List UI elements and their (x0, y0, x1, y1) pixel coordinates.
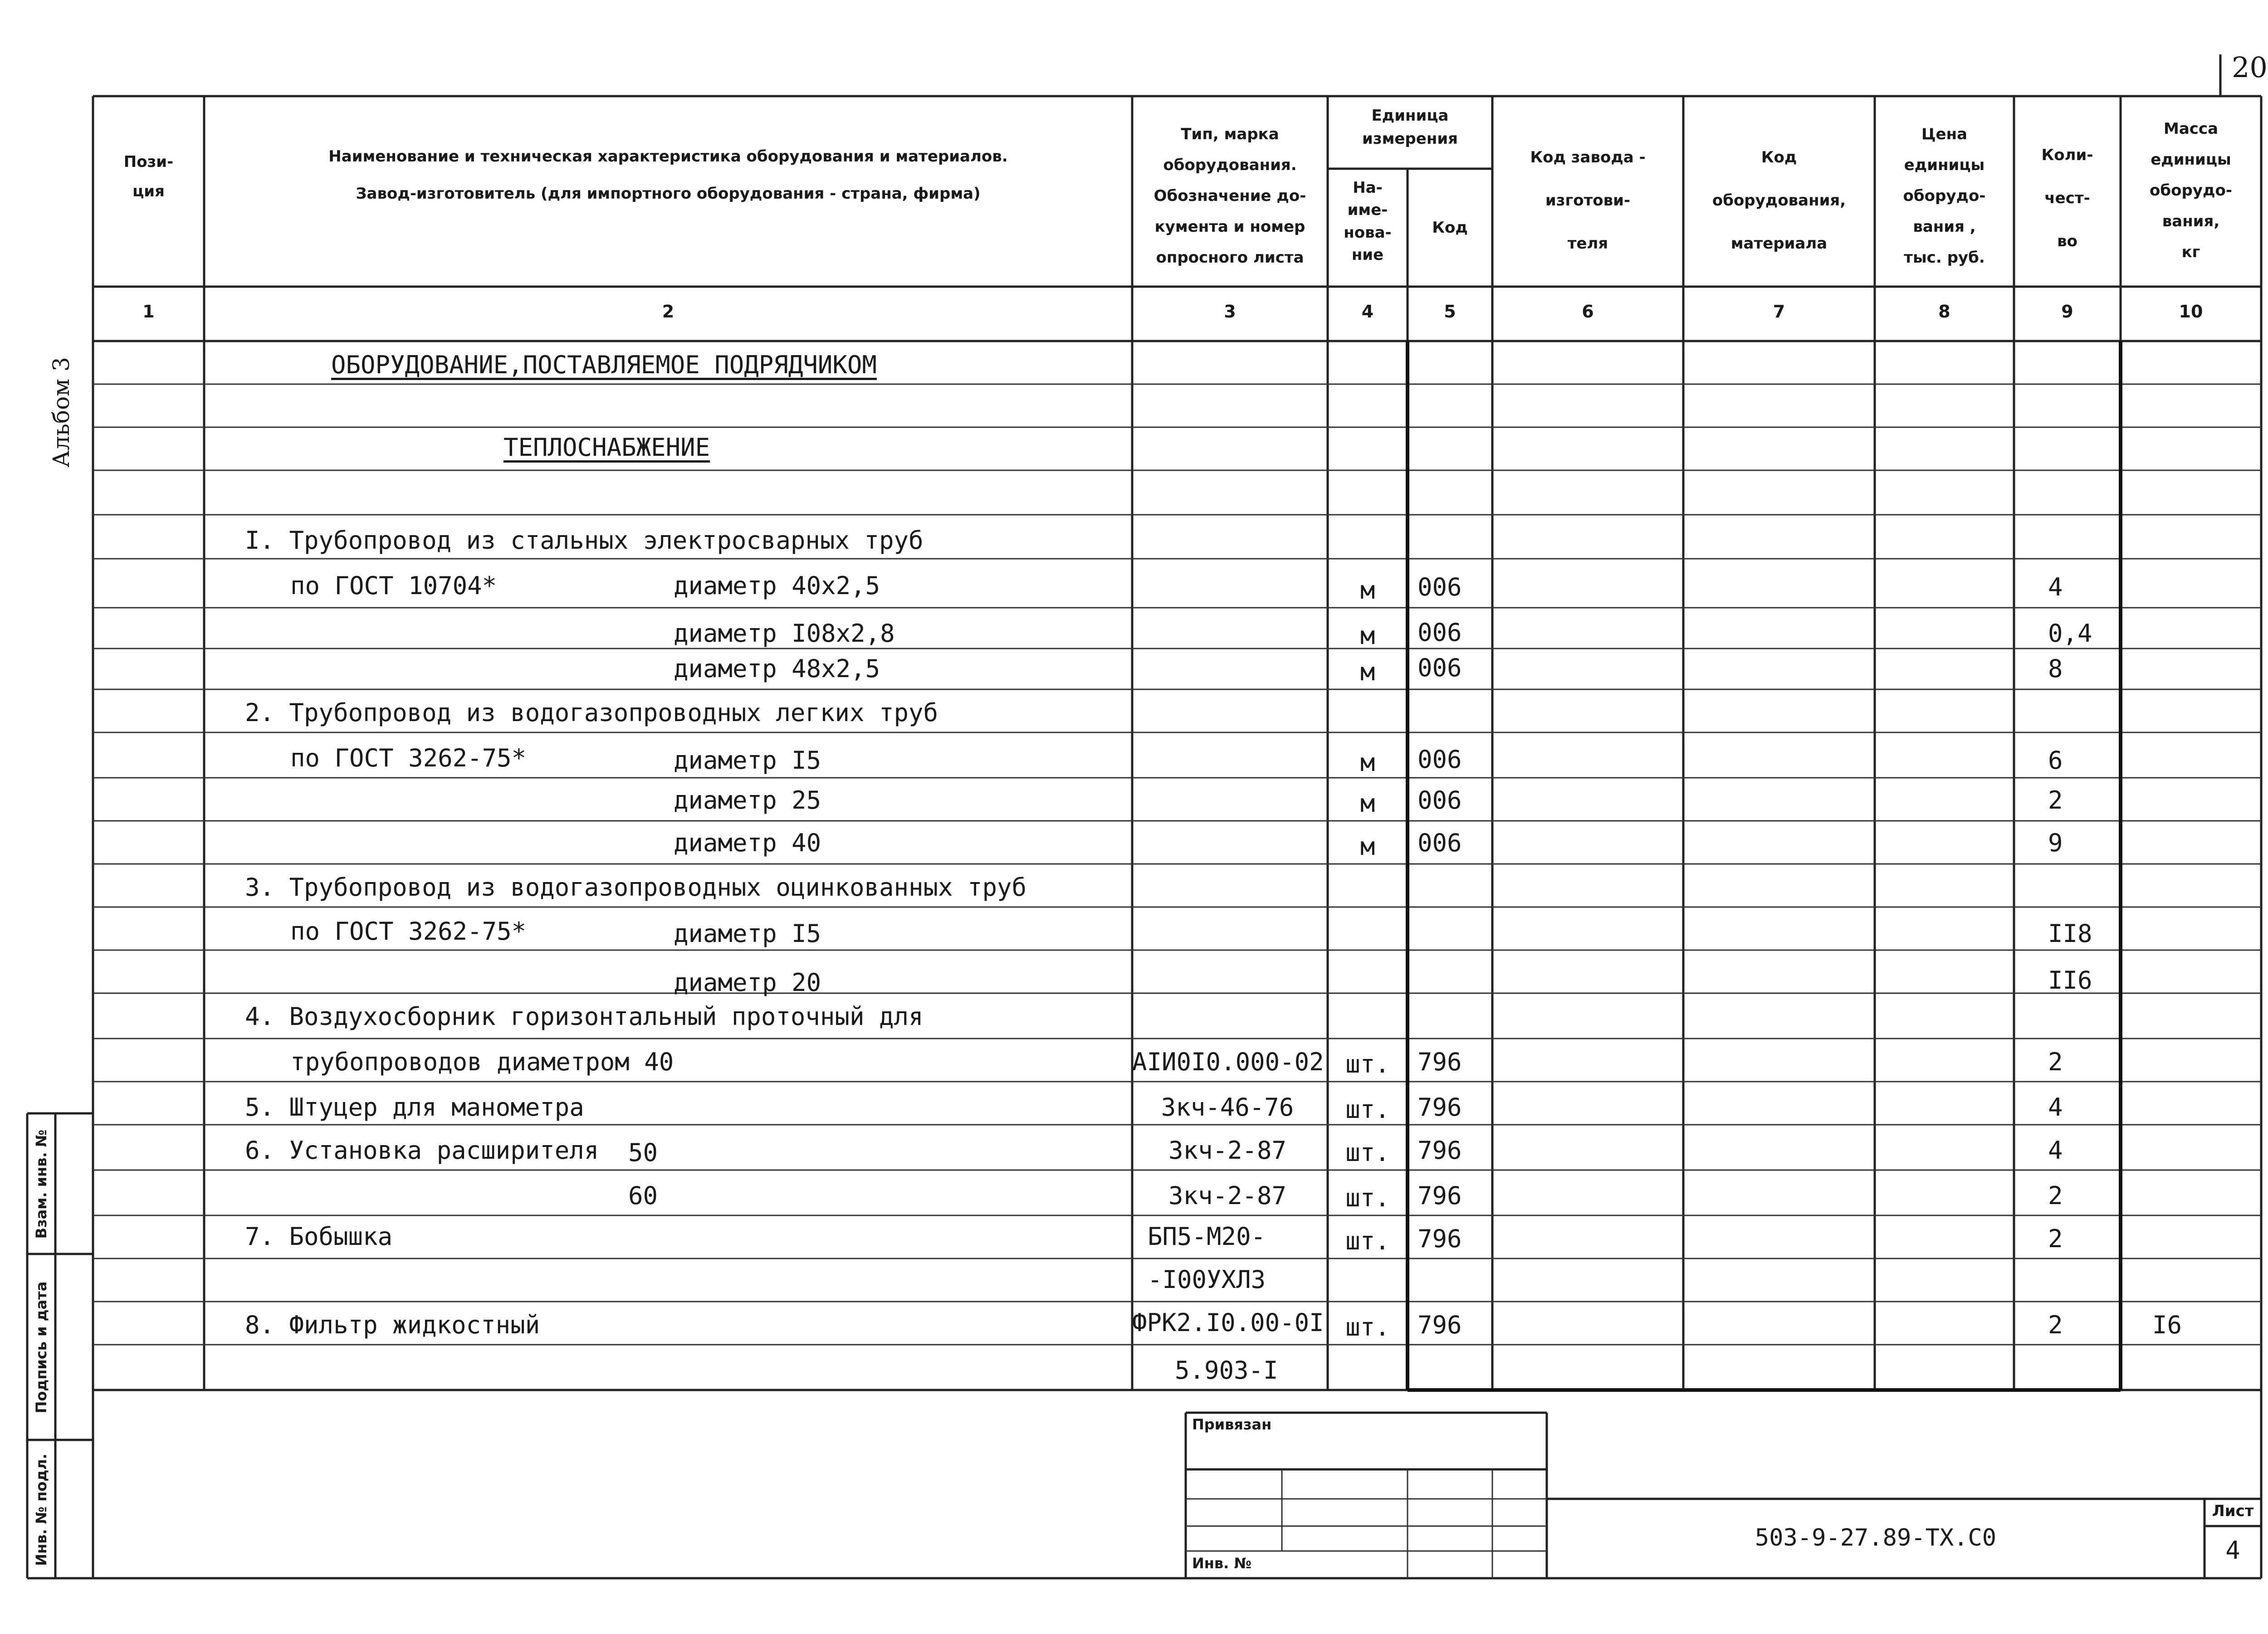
column-number: 5 (1444, 302, 1456, 322)
original-inventory-label: Инв. № подл. (33, 1454, 50, 1566)
item-quantity: 2 (2048, 1311, 2063, 1339)
sheet-corner-number: 20 (2232, 51, 2268, 84)
inventory-number-label: Инв. № (1192, 1555, 1251, 1572)
item-quantity: 6 (2048, 746, 2063, 775)
item-type: 3кч-2-87 (1168, 1181, 1287, 1210)
header-mass: Масса единицы оборудо- вания, кг (2150, 120, 2232, 261)
item-mass: I6 (2152, 1311, 2182, 1339)
column-number: 1 (142, 302, 155, 322)
item-quantity: 2 (2048, 1181, 2063, 1210)
item-type: ФРК2.I0.00-0I (1132, 1308, 1324, 1337)
item-unit: шт. (1345, 1138, 1390, 1167)
album-label: Альбом 3 (48, 357, 74, 468)
header-unit-name: На- име- нова- ние (1344, 179, 1392, 264)
item-spec: диаметр I5 (674, 919, 821, 948)
item-unit-code: 796 (1418, 1224, 1462, 1253)
item-unit: м (1360, 658, 1375, 686)
item-type: 5.903-I (1175, 1356, 1278, 1385)
item-unit-code: 006 (1418, 745, 1462, 774)
item-name: по ГОСТ 3262-75* (290, 744, 527, 772)
item-spec: 60 (628, 1181, 658, 1210)
column-number: 10 (2179, 302, 2203, 322)
item-type: -I00УХЛ3 (1148, 1265, 1266, 1294)
item-unit: м (1360, 576, 1375, 605)
item-unit-code: 006 (1418, 829, 1462, 857)
column-number: 7 (1773, 302, 1785, 322)
item-quantity: 2 (2048, 1048, 2063, 1076)
header-unit-group: Единица измерения (1362, 107, 1458, 148)
sheet-number: 4 (2225, 1536, 2240, 1565)
item-quantity: 4 (2048, 1136, 2063, 1165)
item-name: 8. Фильтр жидкостный (245, 1311, 540, 1339)
item-unit-code: 796 (1418, 1136, 1462, 1165)
signature-date-label: Подпись и дата (33, 1281, 50, 1414)
item-quantity: II6 (2048, 966, 2092, 995)
item-name: 2. Трубопровод из водогазопроводных легких труб (245, 698, 938, 727)
item-spec: диаметр I08х2,8 (674, 619, 895, 648)
item-quantity: 0,4 (2048, 619, 2092, 648)
column-number: 3 (1224, 302, 1236, 322)
item-name: I. Трубопровод из стальных электросварных труб (245, 526, 924, 555)
item-unit-code: 006 (1418, 786, 1462, 815)
header-unit-code: Код (1432, 219, 1468, 237)
header-quantity: Коли- чест- во (2041, 146, 2093, 251)
column-number: 8 (1938, 302, 1950, 322)
item-unit: шт. (1345, 1095, 1390, 1124)
item-spec: диаметр 48х2,5 (674, 654, 880, 683)
item-quantity: II8 (2048, 919, 2092, 948)
section-title: ОБОРУДОВАНИЕ,ПОСТАВЛЯЕМОЕ ПОДРЯДЧИКОМ (331, 351, 877, 379)
sheet-label: Лист (2212, 1502, 2254, 1520)
item-spec: 50 (628, 1138, 658, 1167)
item-quantity: 2 (2048, 1224, 2063, 1253)
item-unit-code: 796 (1418, 1093, 1462, 1122)
header-position: Пози- ция (123, 153, 174, 200)
header-price: Цена единицы оборудо- вания , тыс. руб. (1903, 125, 1986, 267)
item-name: трубопроводов диаметром 40 (290, 1048, 674, 1076)
item-unit: м (1360, 748, 1375, 777)
header-name: Наименование и техническая характеристика оборудования и материалов. Завод-изготовитель (для импортного оборудования - страна, фирма) (328, 147, 1008, 203)
item-quantity: 8 (2048, 654, 2063, 683)
column-number: 6 (1582, 302, 1594, 322)
item-type: 3кч-2-87 (1168, 1136, 1287, 1165)
item-unit-code: 796 (1418, 1311, 1462, 1339)
item-quantity: 4 (2048, 1093, 2063, 1122)
item-unit: шт. (1345, 1184, 1390, 1212)
item-unit: шт. (1345, 1050, 1390, 1078)
document-code: 503-9-27.89-ТХ.С0 (1755, 1524, 1997, 1551)
item-type: БП5-М20- (1148, 1222, 1266, 1251)
item-spec: диаметр I5 (674, 746, 821, 775)
item-unit-code: 006 (1418, 654, 1462, 682)
item-unit-code: 796 (1418, 1048, 1462, 1076)
item-quantity: 9 (2048, 829, 2063, 857)
item-quantity: 4 (2048, 573, 2063, 601)
item-quantity: 2 (2048, 786, 2063, 815)
item-name: 6. Установка расширителя (245, 1136, 599, 1165)
item-unit-code: 006 (1418, 573, 1462, 601)
item-unit: м (1360, 832, 1375, 861)
item-spec: диаметр 20 (674, 968, 821, 997)
column-number: 9 (2061, 302, 2073, 322)
header-factory-code: Код завода - изготови- теля (1530, 148, 1646, 253)
replacement-inventory-label: Взам. инв. № (33, 1129, 50, 1239)
item-unit: м (1360, 621, 1375, 650)
item-name: 7. Бобышка (245, 1222, 393, 1251)
item-unit-code: 796 (1418, 1181, 1462, 1210)
item-spec: диаметр 25 (674, 786, 821, 815)
tied-label: Привязан (1192, 1416, 1272, 1433)
item-type: 3кч-46-76 (1161, 1093, 1294, 1122)
column-number: 2 (662, 302, 675, 322)
item-spec: диаметр 40х2,5 (674, 571, 880, 600)
item-name: по ГОСТ 3262-75* (290, 917, 527, 946)
item-name: 3. Трубопровод из водогазопроводных оцинкованных труб (245, 873, 1027, 902)
header-type: Тип, марка оборудования. Обозначение до- кумента и номер опросного листа (1154, 125, 1306, 267)
item-spec: диаметр 40 (674, 829, 821, 857)
item-type: AIИ0I0.000-02 (1132, 1048, 1324, 1076)
item-unit: шт. (1345, 1313, 1390, 1341)
header-equipment-code: Код оборудования, материала (1712, 148, 1846, 253)
subsection-title: ТЕПЛОСНАБЖЕНИЕ (503, 433, 710, 462)
column-number: 4 (1361, 302, 1374, 322)
item-unit-code: 006 (1418, 618, 1462, 647)
item-name: 5. Штуцер для манометра (245, 1093, 584, 1122)
item-name: по ГОСТ 10704* (290, 571, 497, 600)
item-name: 4. Воздухосборник горизонтальный проточный для (245, 1002, 924, 1031)
item-unit: шт. (1345, 1227, 1390, 1255)
item-unit: м (1360, 789, 1375, 818)
